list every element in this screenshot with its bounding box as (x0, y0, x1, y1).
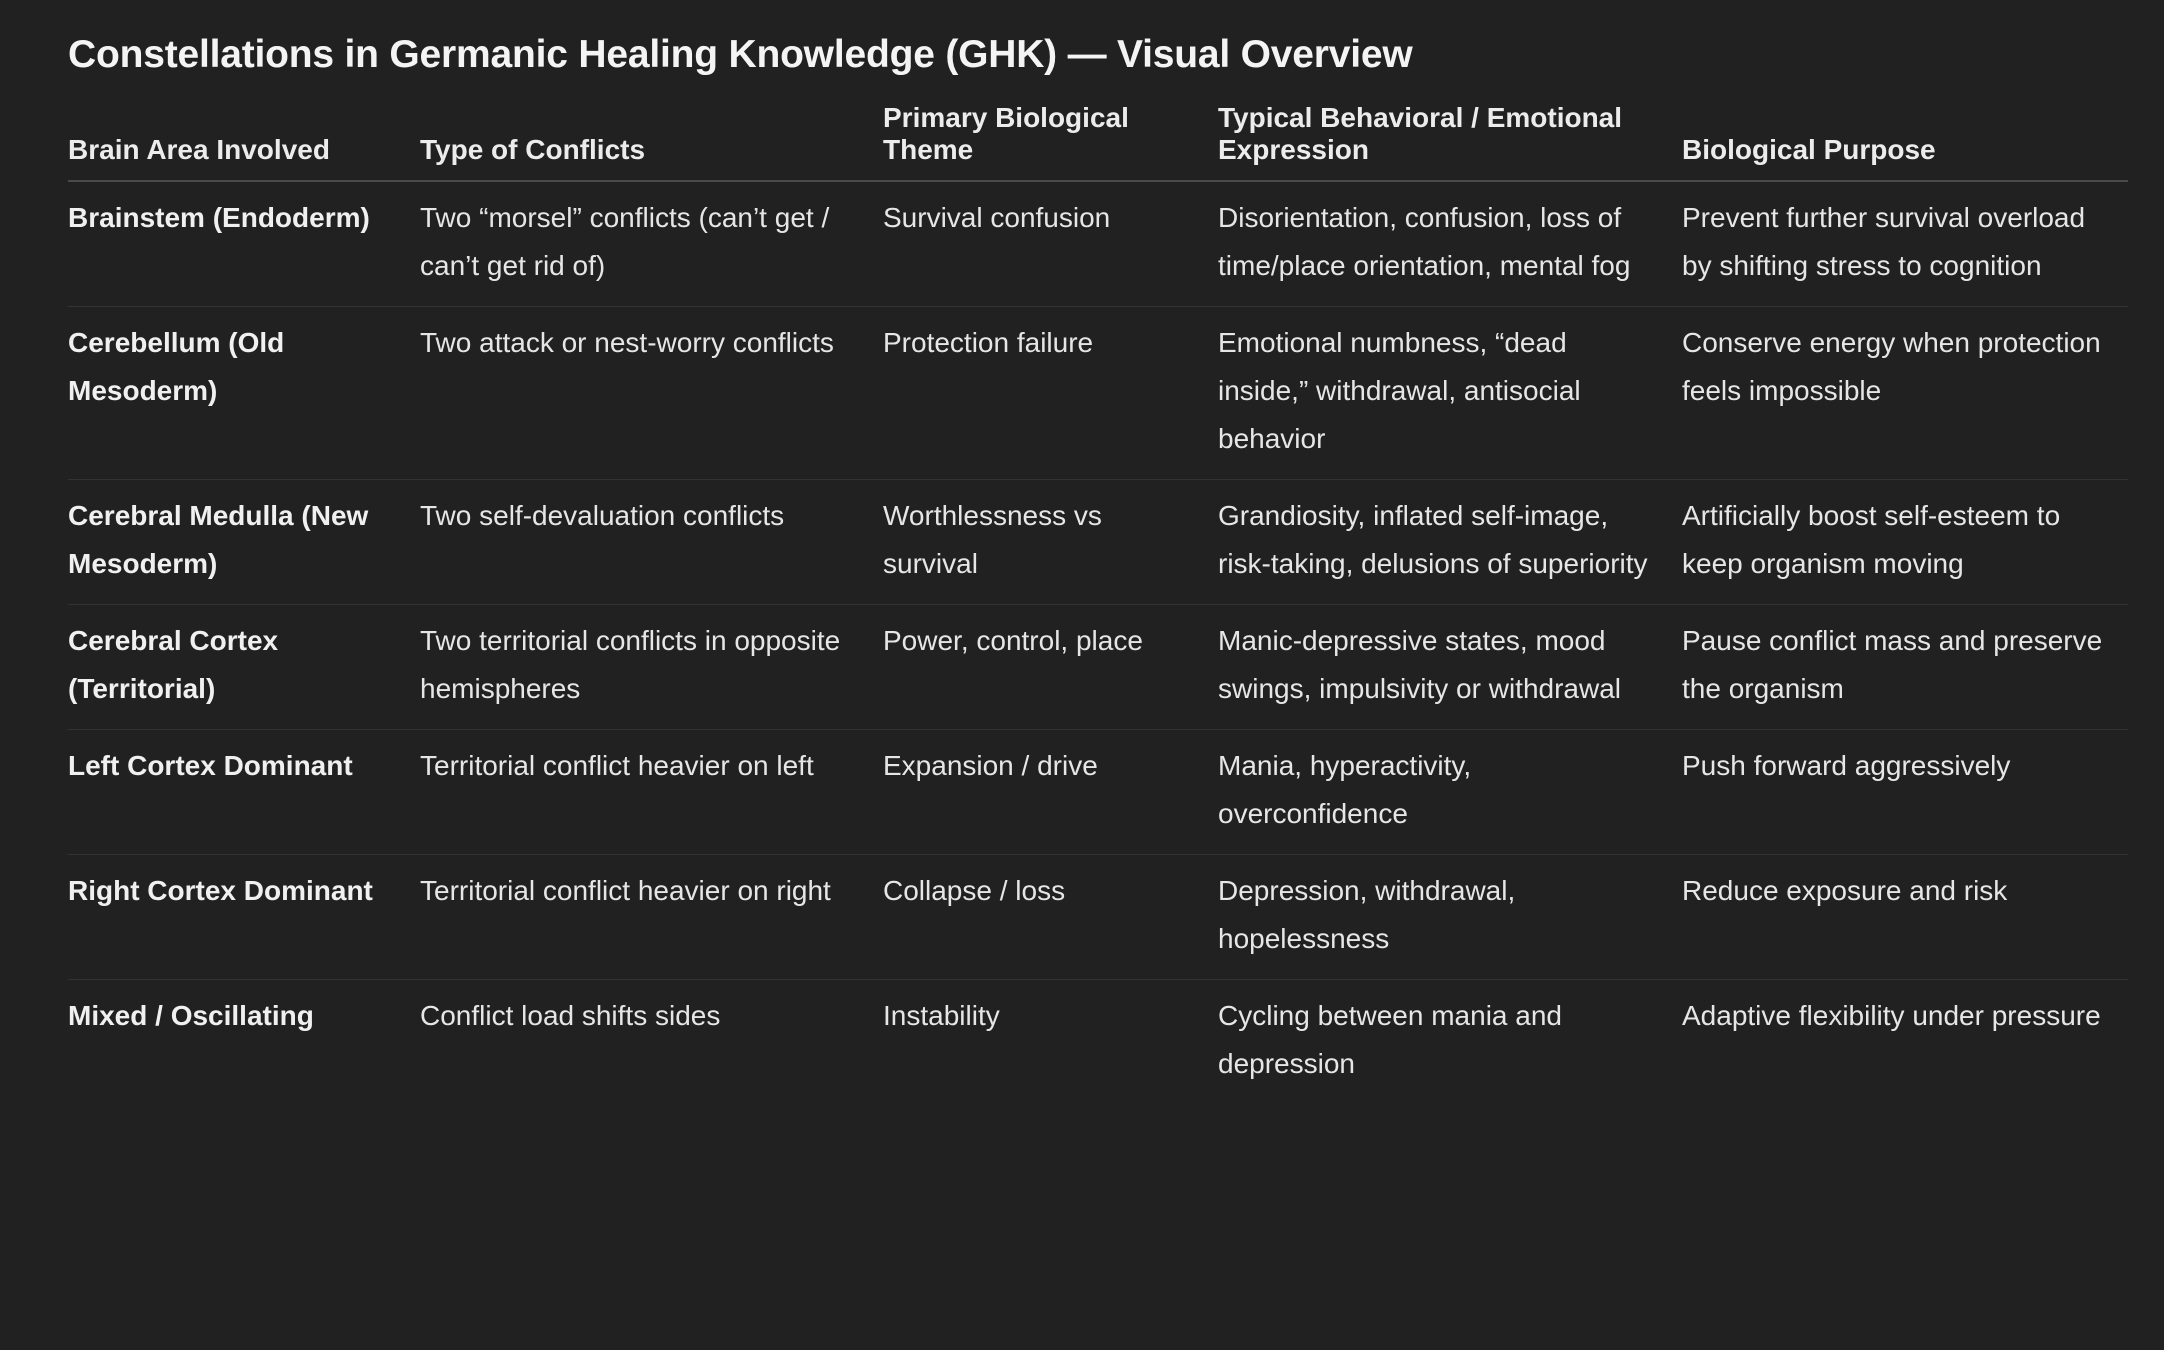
cell-biological-purpose: Prevent further survival overload by shifting stress to cognition (1682, 181, 2128, 307)
cell-conflict-type: Territorial conflict heavier on left (420, 730, 883, 855)
header-conflict-type: Type of Conflicts (420, 102, 883, 181)
cell-biological-theme: Expansion / drive (883, 730, 1218, 855)
page-title: Constellations in Germanic Healing Knowledge (GHK) — Visual Overview (68, 33, 1413, 76)
cell-biological-purpose: Reduce exposure and risk (1682, 855, 2128, 980)
cell-biological-theme: Protection failure (883, 307, 1218, 480)
cell-conflict-type: Two territorial conflicts in opposite hemispheres (420, 605, 883, 730)
cell-brain-area: Right Cortex Dominant (68, 855, 420, 980)
cell-behavioral-expression: Emotional numbness, “dead inside,” withdrawal, antisocial behavior (1218, 307, 1682, 480)
cell-brain-area: Cerebral Cortex (Territorial) (68, 605, 420, 730)
cell-biological-purpose: Conserve energy when protection feels impossible (1682, 307, 2128, 480)
header-brain-area: Brain Area Involved (68, 102, 420, 181)
cell-brain-area: Cerebral Medulla (New Mesoderm) (68, 480, 420, 605)
cell-conflict-type: Two attack or nest-worry conflicts (420, 307, 883, 480)
cell-brain-area: Cerebellum (Old Mesoderm) (68, 307, 420, 480)
cell-biological-purpose: Push forward aggressively (1682, 730, 2128, 855)
cell-brain-area: Brainstem (Endoderm) (68, 181, 420, 307)
cell-conflict-type: Territorial conflict heavier on right (420, 855, 883, 980)
header-row (68, 102, 2128, 181)
cell-behavioral-expression: Grandiosity, inflated self-image, risk-taking, delusions of superiority (1218, 480, 1682, 605)
table-row (68, 730, 2128, 855)
cell-biological-theme: Collapse / loss (883, 855, 1218, 980)
cell-conflict-type: Conflict load shifts sides (420, 1000, 721, 1031)
cell-biological-theme: Instability (883, 1000, 1000, 1031)
cell-behavioral-expression: Depression, withdrawal, hopelessness (1218, 855, 1682, 980)
cell-behavioral-expression: Disorientation, confusion, loss of time/place orientation, mental fog (1218, 181, 1682, 307)
cell-conflict-type: Two self-devaluation conflicts (420, 480, 883, 605)
cell-brain-area: Left Cortex Dominant (68, 730, 420, 855)
cell-biological-purpose: Adaptive flexibility under pressure (1682, 1000, 2101, 1031)
cell-biological-theme: Worthlessness vs survival (883, 480, 1218, 605)
cell-biological-theme: Power, control, place (883, 605, 1218, 730)
table-body (68, 181, 2128, 1104)
cell-behavioral-expression: Mania, hyperactivity, overconfidence (1218, 730, 1682, 855)
cell-conflict-type: Two “morsel” conflicts (can’t get / can’t get rid of) (420, 181, 883, 307)
table-row (68, 181, 2128, 307)
cell-behavioral-expression: Manic-depressive states, mood swings, impulsivity or withdrawal (1218, 605, 1682, 730)
header-behavioral-expression: Typical Behavioral / Emotional Expression (1218, 102, 1682, 181)
table-row (68, 980, 2128, 1105)
constellations-table (68, 102, 2128, 1104)
cell-behavioral-expression: Cycling between mania and depression (1218, 1000, 1562, 1079)
header-biological-theme: Primary Biological Theme (883, 102, 1218, 181)
header-biological-purpose: Biological Purpose (1682, 102, 2128, 181)
table-row (68, 480, 2128, 605)
table-row (68, 605, 2128, 730)
cell-brain-area: Mixed / Oscillating (68, 1000, 314, 1031)
table-row (68, 307, 2128, 480)
cell-biological-purpose: Artificially boost self-esteem to keep organism moving (1682, 480, 2128, 605)
table-header (68, 102, 2128, 181)
table-row (68, 855, 2128, 980)
cell-biological-purpose: Pause conflict mass and preserve the organism (1682, 605, 2128, 730)
cell-biological-theme: Survival confusion (883, 181, 1218, 307)
